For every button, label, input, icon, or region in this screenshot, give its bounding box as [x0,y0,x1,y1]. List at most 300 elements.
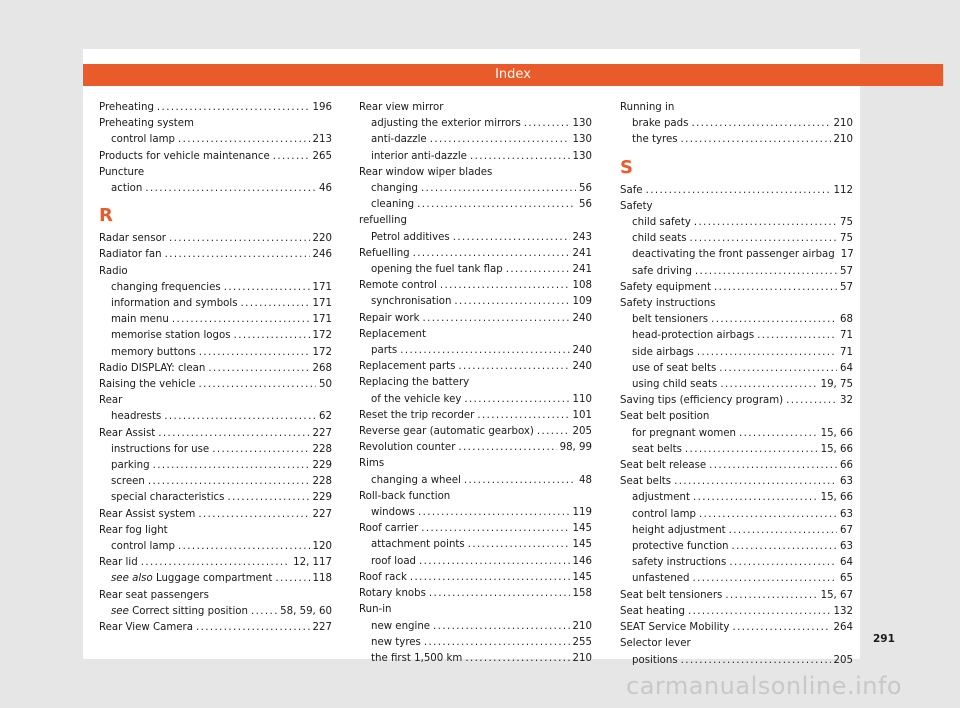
index-entry [359,213,592,229]
page-reference: 171 [312,314,332,326]
index-term [359,424,534,440]
page-reference: 213 [312,134,332,146]
index-term-text: child seats [632,233,687,245]
index-subentry [359,343,592,359]
index-subentry [359,651,592,667]
index-term [99,247,162,263]
index-term [371,343,397,359]
page-reference: 19, 75 [820,379,853,391]
index-term-text: Rear Assist system [99,508,196,520]
page-reference: 64 [840,557,853,569]
leader-dots [410,570,570,586]
leader-dots [681,132,831,148]
page-reference: 120 [312,541,332,553]
index-term-text: synchronisation [371,296,452,308]
leader-dots [524,116,570,132]
index-entry [359,311,592,327]
index-term [632,377,717,393]
index-term-text: opening the fuel tank flap [371,264,503,276]
page-reference: 58, 59, 60 [280,605,332,617]
index-entry [620,604,853,620]
page-reference: 130 [572,118,592,130]
index-entry [99,588,332,604]
index-term [111,571,272,587]
see-reference: see also [111,573,153,585]
index-subentry [99,442,332,458]
index-term [632,507,696,523]
index-term-text: Safety [620,200,653,212]
index-term [371,619,430,635]
index-entry [620,588,853,604]
index-term [632,571,690,587]
index-term-text: Repair work [359,312,420,324]
page-reference: 71 [840,330,853,342]
page-reference: 171 [312,298,332,310]
index-term [99,149,270,165]
leader-dots [413,246,570,262]
index-subentry [620,490,853,506]
page-reference: 240 [572,361,592,373]
page-reference: 15, 66 [820,443,853,455]
index-subentry [99,345,332,361]
leader-dots [234,328,310,344]
page-reference: 57 [840,281,853,293]
index-term [632,215,691,231]
page-reference: 265 [312,150,332,162]
index-term [632,653,678,669]
page-reference: 12, 117 [293,557,332,569]
index-term [99,264,128,280]
leader-dots [419,554,570,570]
index-term [620,409,709,425]
index-term-text: safety instructions [632,557,727,569]
index-term-text: parts [371,345,398,357]
index-term [632,490,690,506]
index-entry [620,393,853,409]
index-term [371,537,465,553]
index-term [359,375,469,391]
index-term-text: Radio [99,265,128,277]
leader-dots [694,215,837,231]
leader-dots [148,474,310,490]
index-term [632,345,694,361]
index-term [371,230,450,246]
index-term [371,505,415,521]
index-term [620,636,691,652]
page-reference: 130 [572,134,592,146]
index-term-text: parking [111,460,150,472]
index-term-text: Replacement parts [359,361,456,373]
index-subentry [359,197,592,213]
index-entry [99,264,332,280]
index-term [620,199,653,215]
index-entry [99,393,332,409]
leader-dots [714,280,837,296]
leader-dots [141,555,290,571]
index-term [359,456,384,472]
index-term [359,327,426,343]
index-term-text: Running in [620,102,675,113]
index-term [111,490,224,506]
index-term-text: safe driving [632,265,692,277]
index-term [620,100,674,116]
index-term [111,132,175,148]
index-term [632,312,708,328]
leader-dots [691,116,830,132]
leader-dots [400,343,569,359]
leader-dots [688,604,831,620]
index-term-text: Preheating system [99,118,194,130]
leader-dots [729,523,837,539]
index-entry [99,620,332,636]
page-reference: 50 [319,379,332,391]
leader-dots [470,149,570,165]
index-term [359,278,437,294]
index-term [632,426,736,442]
index-term-text: windows [371,507,415,519]
leader-dots [699,507,837,523]
index-term [111,604,248,620]
index-subentry [620,264,853,280]
index-term-text: Selector lever [620,638,691,650]
index-term-text: refuelling [359,215,407,227]
index-term-text: Roof rack [359,571,407,583]
index-term-text: Replacing the battery [359,377,470,389]
leader-dots [537,424,570,440]
see-reference: see [111,605,129,617]
page-reference: 172 [312,330,332,342]
leader-dots [458,440,556,456]
page-reference: 112 [833,184,853,196]
index-term-text: brake pads [632,118,689,130]
page-reference: 62 [319,411,332,423]
index-entry [359,521,592,537]
index-subentry [99,571,332,587]
index-entry [99,555,332,571]
index-term [359,586,426,602]
index-term-text: Raising the vehicle [99,379,196,391]
index-term-text: screen [111,476,145,488]
index-term-text: action [111,183,143,195]
page-reference: 57 [840,265,853,277]
index-column-2 [359,100,592,667]
page-reference: 75 [840,217,853,229]
page-reference: 48 [579,474,592,486]
index-term-text: Radio DISPLAY: clean [99,362,206,374]
leader-dots [145,181,316,197]
index-term [111,328,231,344]
index-subentry [359,554,592,570]
index-term-text: Seat belts [620,476,672,488]
index-term [99,620,193,636]
page-reference: 63 [840,541,853,553]
leader-dots [178,539,310,555]
index-term [111,409,161,425]
leader-dots [693,490,818,506]
index-subentry [99,132,332,148]
index-term [111,474,145,490]
page-reference: 229 [312,460,332,472]
leader-dots [732,539,838,555]
index-subentry [359,392,592,408]
page-reference: 264 [833,622,853,634]
index-term-text: special characteristics [111,492,225,504]
index-entry [620,183,853,199]
index-subentry [99,458,332,474]
index-term-text: control lamp [111,134,176,146]
index-term-text: attachment points [371,539,465,551]
index-entry [359,586,592,602]
index-term [99,588,209,604]
leader-dots [685,442,818,458]
index-entry [359,440,592,456]
index-term-text: of the vehicle key [371,393,462,405]
index-term [99,426,155,442]
page-header [83,64,943,86]
index-subentry [99,296,332,312]
page-reference: 240 [572,312,592,324]
page-reference: 67 [840,524,853,536]
leader-dots [423,311,570,327]
index-term [359,602,392,618]
leader-dots [757,328,837,344]
index-subentry [620,132,853,148]
index-subentry [620,653,853,669]
index-term [359,213,407,229]
index-term-text: Rear View Camera [99,622,193,634]
index-term [371,116,521,132]
index-term-text: Revolution counter [359,442,456,454]
index-subentry [359,149,592,165]
index-entry [620,458,853,474]
index-term-text: Replacement [359,328,426,340]
leader-dots [732,620,830,636]
index-subentry [99,409,332,425]
index-subentry [359,181,592,197]
index-subentry [99,539,332,555]
page-reference: 243 [572,231,592,243]
page-reference: 220 [312,233,332,245]
index-term-text: Remote control [359,280,437,292]
index-term [371,651,462,667]
page-reference: 171 [312,281,332,293]
page-reference: 240 [572,345,592,357]
index-term [111,280,221,296]
index-term-text: Saving tips (efficiency program) [620,395,784,407]
page-reference: 15, 66 [820,492,853,504]
index-term [359,489,450,505]
index-entry [359,246,592,262]
index-entry [359,327,592,343]
index-term-text: Seat belt tensioners [620,589,723,601]
index-entry [99,507,332,523]
index-term [359,165,492,181]
page-reference: 227 [312,427,332,439]
leader-dots [178,132,310,148]
index-subentry [620,328,853,344]
leader-dots [709,458,837,474]
index-subentry [99,604,332,620]
index-term-text: information and symbols [111,298,238,310]
index-entry [359,408,592,424]
page-reference: 158 [572,588,592,600]
index-term-text: changing a wheel [371,474,461,486]
page-reference: 110 [572,393,592,405]
index-term [371,132,427,148]
leader-dots [453,230,570,246]
page-reference: 56 [579,183,592,195]
index-term-text: use of seat belts [632,362,717,374]
index-entry [99,149,332,165]
leader-dots [165,247,310,263]
index-term [632,555,726,571]
index-term [99,165,144,181]
leader-dots [693,571,838,587]
index-term-text: Rear view mirror [359,102,444,113]
index-term [371,473,461,489]
index-term-text: Rear Assist [99,427,156,439]
index-term-text: Run-in [359,604,392,616]
index-entry [620,409,853,425]
index-term-text: using child seats [632,379,718,391]
page-reference: 205 [572,426,592,438]
index-term-text: Reverse gear (automatic gearbox) [359,426,534,438]
index-subentry [99,280,332,296]
leader-dots [695,264,837,280]
page-reference: 66 [840,460,853,472]
leader-dots [158,426,309,442]
index-subentry [99,312,332,328]
index-term-text: Seat heating [620,605,685,617]
leader-dots [172,312,310,328]
index-term [371,262,503,278]
index-term-text: SEAT Service Mobility [620,622,730,634]
leader-dots [157,100,310,116]
index-term-text: protective function [632,541,729,553]
page-reference: 65 [840,573,853,585]
leader-dots [212,442,309,458]
leader-dots [424,635,570,651]
index-entry [620,296,853,312]
leader-dots [169,231,310,247]
index-term [99,523,168,539]
leader-dots [711,312,837,328]
leader-dots [464,392,569,408]
index-term-text: head-protection airbags [632,330,755,342]
leader-dots [421,181,576,197]
index-term [99,377,195,393]
index-entry [359,100,592,116]
page-reference: 101 [572,409,592,421]
index-entry [359,165,592,181]
index-term [111,458,150,474]
index-entry [99,165,332,181]
index-term-text: height adjustment [632,524,726,536]
index-term [371,197,414,213]
index-term [620,280,711,296]
index-term [359,521,418,537]
index-term [632,361,716,377]
index-term [99,231,166,247]
index-term [371,392,461,408]
index-term-text: Safety instructions [620,298,716,310]
index-subentry [359,132,592,148]
page-reference: 205 [833,654,853,666]
page-reference: 108 [572,280,592,292]
index-term-text: Preheating [99,102,154,113]
leader-dots [208,361,309,377]
page-reference: 210 [572,652,592,664]
index-subentry [620,312,853,328]
leader-dots [224,280,310,296]
page-reference: 210 [572,620,592,632]
index-term-text: Seat belt position [620,411,710,423]
index-term [371,635,421,651]
page-reference: 255 [572,636,592,648]
index-term [632,132,678,148]
index-term [371,149,467,165]
index-subentry [99,181,332,197]
index-term [111,296,238,312]
leader-dots [454,294,569,310]
index-term [359,100,443,116]
leader-dots [241,296,310,312]
index-term [371,294,451,310]
index-entry [99,247,332,263]
index-term-text: Radiator fan [99,249,162,261]
index-term [371,181,418,197]
index-entry [359,359,592,375]
index-term [111,312,169,328]
index-term-text: anti-dazzle [371,134,427,146]
index-entry [620,636,853,652]
page-reference: 227 [312,622,332,634]
page-reference: 246 [312,249,332,261]
index-term [111,539,175,555]
index-subentry [359,230,592,246]
index-subentry [620,442,853,458]
index-term-text: main menu [111,314,169,326]
leader-dots [646,183,831,199]
leader-dots [458,359,569,375]
index-term [632,231,687,247]
index-entry [99,231,332,247]
index-subentry [620,571,853,587]
index-subentry [359,505,592,521]
index-term-text: Rear window wiper blades [359,166,493,178]
index-term-text: child safety [632,217,691,229]
page-reference: 109 [572,296,592,308]
index-term [620,604,685,620]
index-term-text: Rear seat passengers [99,589,209,601]
index-term-text: Reset the trip recorder [359,409,475,421]
index-term-text: Radar sensor [99,233,166,245]
leader-dots [440,278,570,294]
page-reference: 130 [572,150,592,162]
index-term [99,393,122,409]
index-term [359,246,410,262]
index-term [632,442,682,458]
index-term-text: interior anti-dazzle [371,150,467,162]
index-term-text: Rims [359,458,385,470]
index-subentry [620,215,853,231]
index-entry [99,523,332,539]
page-reference: 15, 67 [820,589,853,601]
page-reference: 56 [579,199,592,211]
index-subentry [359,116,592,132]
index-term [620,393,783,409]
index-term-text: Rotary knobs [359,588,426,600]
